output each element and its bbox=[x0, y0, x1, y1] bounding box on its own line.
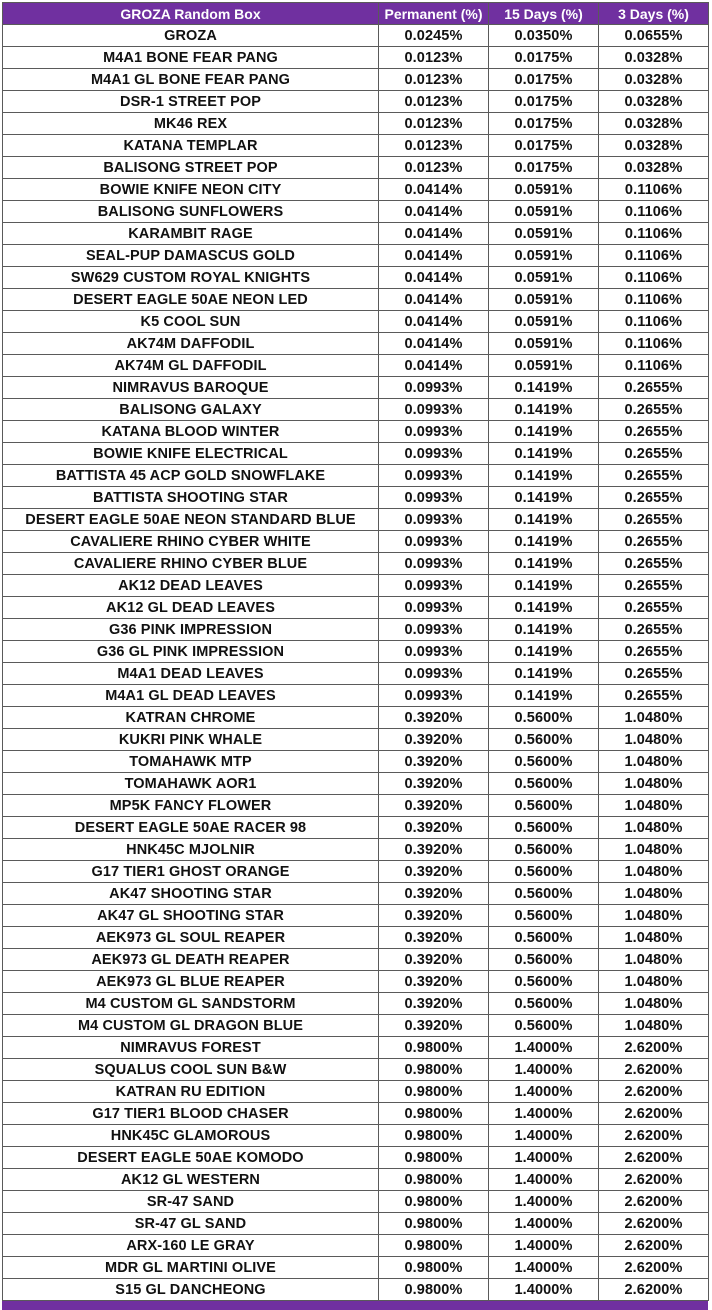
days15-rate-cell: 0.0175% bbox=[489, 69, 599, 91]
item-name-cell: NIMRAVUS BAROQUE bbox=[3, 377, 379, 399]
days15-rate-cell: 0.5600% bbox=[489, 1015, 599, 1037]
days15-rate-cell: 0.1419% bbox=[489, 509, 599, 531]
item-name-cell: AK47 SHOOTING STAR bbox=[3, 883, 379, 905]
table-row bbox=[3, 663, 709, 685]
days15-rate-cell: 0.0175% bbox=[489, 113, 599, 135]
permanent-rate-cell: 0.9800% bbox=[379, 1125, 489, 1147]
table-row bbox=[3, 399, 709, 421]
table-row bbox=[3, 465, 709, 487]
item-name-cell: AK12 DEAD LEAVES bbox=[3, 575, 379, 597]
table-row bbox=[3, 575, 709, 597]
table-row bbox=[3, 333, 709, 355]
days15-rate-cell: 0.0591% bbox=[489, 333, 599, 355]
table-row bbox=[3, 113, 709, 135]
permanent-rate-cell: 0.3920% bbox=[379, 883, 489, 905]
table-row bbox=[3, 69, 709, 91]
permanent-rate-cell: 0.9800% bbox=[379, 1081, 489, 1103]
item-name-cell: DESERT EAGLE 50AE NEON STANDARD BLUE bbox=[3, 509, 379, 531]
days15-rate-cell: 0.0350% bbox=[489, 25, 599, 47]
days15-rate-cell: 0.0591% bbox=[489, 179, 599, 201]
item-name-cell: KARAMBIT RAGE bbox=[3, 223, 379, 245]
days15-rate-cell: 0.1419% bbox=[489, 399, 599, 421]
table-row bbox=[3, 1279, 709, 1301]
days15-rate-cell: 1.4000% bbox=[489, 1059, 599, 1081]
item-name-cell: DSR-1 STREET POP bbox=[3, 91, 379, 113]
permanent-rate-cell: 0.3920% bbox=[379, 1015, 489, 1037]
table-row bbox=[3, 311, 709, 333]
days3-rate-cell: 0.0655% bbox=[599, 25, 709, 47]
table-row bbox=[3, 377, 709, 399]
days3-rate-cell: 1.0480% bbox=[599, 993, 709, 1015]
days15-rate-cell: 0.0591% bbox=[489, 223, 599, 245]
days3-rate-cell: 0.1106% bbox=[599, 245, 709, 267]
days15-rate-cell: 0.1419% bbox=[489, 443, 599, 465]
table-header-row bbox=[3, 3, 709, 25]
days15-rate-cell: 0.0175% bbox=[489, 135, 599, 157]
item-name-cell: DESERT EAGLE 50AE RACER 98 bbox=[3, 817, 379, 839]
days15-rate-cell: 0.5600% bbox=[489, 861, 599, 883]
permanent-rate-cell: 0.0993% bbox=[379, 377, 489, 399]
table-row bbox=[3, 1191, 709, 1213]
table-row bbox=[3, 1081, 709, 1103]
item-name-cell: CAVALIERE RHINO CYBER WHITE bbox=[3, 531, 379, 553]
footer-bar bbox=[2, 1301, 708, 1310]
days15-rate-cell: 0.1419% bbox=[489, 575, 599, 597]
table-row bbox=[3, 267, 709, 289]
item-name-cell: TOMAHAWK MTP bbox=[3, 751, 379, 773]
days15-rate-cell: 0.1419% bbox=[489, 597, 599, 619]
header-permanent: Permanent (%) bbox=[379, 3, 489, 25]
days3-rate-cell: 2.6200% bbox=[599, 1235, 709, 1257]
permanent-rate-cell: 0.0123% bbox=[379, 91, 489, 113]
table-row bbox=[3, 487, 709, 509]
table-row bbox=[3, 685, 709, 707]
days3-rate-cell: 1.0480% bbox=[599, 883, 709, 905]
groza-random-box-odds-table bbox=[2, 2, 709, 1301]
permanent-rate-cell: 0.0993% bbox=[379, 399, 489, 421]
days3-rate-cell: 1.0480% bbox=[599, 971, 709, 993]
table-row bbox=[3, 949, 709, 971]
days3-rate-cell: 0.1106% bbox=[599, 179, 709, 201]
days15-rate-cell: 0.5600% bbox=[489, 949, 599, 971]
days15-rate-cell: 0.0175% bbox=[489, 157, 599, 179]
days3-rate-cell: 1.0480% bbox=[599, 949, 709, 971]
days3-rate-cell: 1.0480% bbox=[599, 751, 709, 773]
permanent-rate-cell: 0.0123% bbox=[379, 69, 489, 91]
permanent-rate-cell: 0.3920% bbox=[379, 707, 489, 729]
item-name-cell: GROZA bbox=[3, 25, 379, 47]
permanent-rate-cell: 0.0123% bbox=[379, 47, 489, 69]
days15-rate-cell: 1.4000% bbox=[489, 1257, 599, 1279]
table-row bbox=[3, 751, 709, 773]
item-name-cell: BALISONG SUNFLOWERS bbox=[3, 201, 379, 223]
table-row bbox=[3, 355, 709, 377]
table-row bbox=[3, 993, 709, 1015]
days3-rate-cell: 1.0480% bbox=[599, 1015, 709, 1037]
table-row bbox=[3, 817, 709, 839]
days3-rate-cell: 0.2655% bbox=[599, 531, 709, 553]
permanent-rate-cell: 0.0993% bbox=[379, 597, 489, 619]
days15-rate-cell: 0.5600% bbox=[489, 729, 599, 751]
days3-rate-cell: 0.1106% bbox=[599, 289, 709, 311]
days3-rate-cell: 2.6200% bbox=[599, 1191, 709, 1213]
table-row bbox=[3, 641, 709, 663]
table-row bbox=[3, 971, 709, 993]
table-row bbox=[3, 135, 709, 157]
days15-rate-cell: 0.5600% bbox=[489, 993, 599, 1015]
item-name-cell: M4 CUSTOM GL DRAGON BLUE bbox=[3, 1015, 379, 1037]
permanent-rate-cell: 0.0993% bbox=[379, 443, 489, 465]
item-name-cell: HNK45C GLAMOROUS bbox=[3, 1125, 379, 1147]
days3-rate-cell: 2.6200% bbox=[599, 1103, 709, 1125]
header-15-days: 15 Days (%) bbox=[489, 3, 599, 25]
item-name-cell: M4A1 GL DEAD LEAVES bbox=[3, 685, 379, 707]
days3-rate-cell: 2.6200% bbox=[599, 1279, 709, 1301]
table-row bbox=[3, 1235, 709, 1257]
table-row bbox=[3, 1015, 709, 1037]
permanent-rate-cell: 0.0245% bbox=[379, 25, 489, 47]
days3-rate-cell: 1.0480% bbox=[599, 795, 709, 817]
days15-rate-cell: 0.5600% bbox=[489, 751, 599, 773]
days3-rate-cell: 0.2655% bbox=[599, 553, 709, 575]
item-name-cell: MP5K FANCY FLOWER bbox=[3, 795, 379, 817]
days15-rate-cell: 0.5600% bbox=[489, 795, 599, 817]
permanent-rate-cell: 0.0414% bbox=[379, 223, 489, 245]
permanent-rate-cell: 0.3920% bbox=[379, 839, 489, 861]
permanent-rate-cell: 0.9800% bbox=[379, 1279, 489, 1301]
days3-rate-cell: 0.2655% bbox=[599, 443, 709, 465]
days3-rate-cell: 0.2655% bbox=[599, 685, 709, 707]
table-row bbox=[3, 1213, 709, 1235]
days3-rate-cell: 0.0328% bbox=[599, 47, 709, 69]
item-name-cell: AEK973 GL SOUL REAPER bbox=[3, 927, 379, 949]
item-name-cell: DESERT EAGLE 50AE KOMODO bbox=[3, 1147, 379, 1169]
item-name-cell: S15 GL DANCHEONG bbox=[3, 1279, 379, 1301]
days15-rate-cell: 0.1419% bbox=[489, 421, 599, 443]
days15-rate-cell: 0.1419% bbox=[489, 641, 599, 663]
permanent-rate-cell: 0.9800% bbox=[379, 1059, 489, 1081]
item-name-cell: KATRAN RU EDITION bbox=[3, 1081, 379, 1103]
table-row bbox=[3, 201, 709, 223]
table-body bbox=[3, 25, 709, 1301]
permanent-rate-cell: 0.0414% bbox=[379, 201, 489, 223]
days15-rate-cell: 0.0591% bbox=[489, 245, 599, 267]
table-row bbox=[3, 531, 709, 553]
table-row bbox=[3, 553, 709, 575]
item-name-cell: M4A1 BONE FEAR PANG bbox=[3, 47, 379, 69]
days3-rate-cell: 1.0480% bbox=[599, 773, 709, 795]
permanent-rate-cell: 0.0993% bbox=[379, 465, 489, 487]
days3-rate-cell: 1.0480% bbox=[599, 927, 709, 949]
item-name-cell: MDR GL MARTINI OLIVE bbox=[3, 1257, 379, 1279]
permanent-rate-cell: 0.9800% bbox=[379, 1235, 489, 1257]
item-name-cell: BATTISTA 45 ACP GOLD SNOWFLAKE bbox=[3, 465, 379, 487]
days15-rate-cell: 0.1419% bbox=[489, 619, 599, 641]
days3-rate-cell: 0.0328% bbox=[599, 91, 709, 113]
permanent-rate-cell: 0.3920% bbox=[379, 949, 489, 971]
permanent-rate-cell: 0.0123% bbox=[379, 113, 489, 135]
table-row bbox=[3, 1169, 709, 1191]
item-name-cell: NIMRAVUS FOREST bbox=[3, 1037, 379, 1059]
table-row bbox=[3, 795, 709, 817]
item-name-cell: AK12 GL WESTERN bbox=[3, 1169, 379, 1191]
days3-rate-cell: 0.1106% bbox=[599, 267, 709, 289]
permanent-rate-cell: 0.0414% bbox=[379, 355, 489, 377]
days15-rate-cell: 0.0591% bbox=[489, 355, 599, 377]
item-name-cell: DESERT EAGLE 50AE NEON LED bbox=[3, 289, 379, 311]
table-row bbox=[3, 619, 709, 641]
table-row bbox=[3, 707, 709, 729]
table-row bbox=[3, 729, 709, 751]
item-name-cell: MK46 REX bbox=[3, 113, 379, 135]
table-row bbox=[3, 25, 709, 47]
table-row bbox=[3, 773, 709, 795]
permanent-rate-cell: 0.0993% bbox=[379, 575, 489, 597]
item-name-cell: TOMAHAWK AOR1 bbox=[3, 773, 379, 795]
days15-rate-cell: 0.5600% bbox=[489, 839, 599, 861]
days3-rate-cell: 0.1106% bbox=[599, 201, 709, 223]
days3-rate-cell: 0.1106% bbox=[599, 223, 709, 245]
table-row bbox=[3, 289, 709, 311]
table-row bbox=[3, 421, 709, 443]
days3-rate-cell: 0.0328% bbox=[599, 113, 709, 135]
days3-rate-cell: 1.0480% bbox=[599, 729, 709, 751]
days15-rate-cell: 1.4000% bbox=[489, 1147, 599, 1169]
item-name-cell: G17 TIER1 BLOOD CHASER bbox=[3, 1103, 379, 1125]
days15-rate-cell: 1.4000% bbox=[489, 1103, 599, 1125]
days3-rate-cell: 2.6200% bbox=[599, 1213, 709, 1235]
item-name-cell: G17 TIER1 GHOST ORANGE bbox=[3, 861, 379, 883]
days3-rate-cell: 1.0480% bbox=[599, 707, 709, 729]
table-row bbox=[3, 245, 709, 267]
table-row bbox=[3, 223, 709, 245]
days3-rate-cell: 0.1106% bbox=[599, 311, 709, 333]
permanent-rate-cell: 0.3920% bbox=[379, 795, 489, 817]
permanent-rate-cell: 0.0993% bbox=[379, 421, 489, 443]
item-name-cell: SR-47 SAND bbox=[3, 1191, 379, 1213]
permanent-rate-cell: 0.9800% bbox=[379, 1257, 489, 1279]
table-row bbox=[3, 1103, 709, 1125]
permanent-rate-cell: 0.0414% bbox=[379, 311, 489, 333]
days3-rate-cell: 0.2655% bbox=[599, 377, 709, 399]
header-3-days: 3 Days (%) bbox=[599, 3, 709, 25]
days15-rate-cell: 0.5600% bbox=[489, 817, 599, 839]
permanent-rate-cell: 0.3920% bbox=[379, 817, 489, 839]
table-row bbox=[3, 597, 709, 619]
permanent-rate-cell: 0.9800% bbox=[379, 1213, 489, 1235]
permanent-rate-cell: 0.9800% bbox=[379, 1169, 489, 1191]
days15-rate-cell: 1.4000% bbox=[489, 1125, 599, 1147]
days15-rate-cell: 1.4000% bbox=[489, 1081, 599, 1103]
table-row bbox=[3, 861, 709, 883]
days15-rate-cell: 1.4000% bbox=[489, 1235, 599, 1257]
days3-rate-cell: 0.2655% bbox=[599, 597, 709, 619]
table-row bbox=[3, 443, 709, 465]
permanent-rate-cell: 0.0414% bbox=[379, 267, 489, 289]
item-name-cell: KATRAN CHROME bbox=[3, 707, 379, 729]
item-name-cell: KATANA BLOOD WINTER bbox=[3, 421, 379, 443]
permanent-rate-cell: 0.9800% bbox=[379, 1147, 489, 1169]
days3-rate-cell: 0.2655% bbox=[599, 509, 709, 531]
days3-rate-cell: 0.0328% bbox=[599, 157, 709, 179]
permanent-rate-cell: 0.0993% bbox=[379, 663, 489, 685]
days15-rate-cell: 0.1419% bbox=[489, 685, 599, 707]
days15-rate-cell: 1.4000% bbox=[489, 1169, 599, 1191]
table-row bbox=[3, 927, 709, 949]
days3-rate-cell: 1.0480% bbox=[599, 905, 709, 927]
days3-rate-cell: 0.0328% bbox=[599, 135, 709, 157]
days3-rate-cell: 2.6200% bbox=[599, 1257, 709, 1279]
permanent-rate-cell: 0.0993% bbox=[379, 487, 489, 509]
item-name-cell: AK12 GL DEAD LEAVES bbox=[3, 597, 379, 619]
item-name-cell: AK74M GL DAFFODIL bbox=[3, 355, 379, 377]
days3-rate-cell: 2.6200% bbox=[599, 1059, 709, 1081]
item-name-cell: ARX-160 LE GRAY bbox=[3, 1235, 379, 1257]
permanent-rate-cell: 0.3920% bbox=[379, 861, 489, 883]
table-row bbox=[3, 1257, 709, 1279]
days15-rate-cell: 0.1419% bbox=[489, 487, 599, 509]
permanent-rate-cell: 0.0123% bbox=[379, 157, 489, 179]
permanent-rate-cell: 0.0414% bbox=[379, 245, 489, 267]
permanent-rate-cell: 0.0993% bbox=[379, 641, 489, 663]
days15-rate-cell: 0.1419% bbox=[489, 377, 599, 399]
permanent-rate-cell: 0.3920% bbox=[379, 993, 489, 1015]
permanent-rate-cell: 0.9800% bbox=[379, 1103, 489, 1125]
item-name-cell: M4 CUSTOM GL SANDSTORM bbox=[3, 993, 379, 1015]
days15-rate-cell: 1.4000% bbox=[489, 1037, 599, 1059]
permanent-rate-cell: 0.3920% bbox=[379, 773, 489, 795]
days3-rate-cell: 0.2655% bbox=[599, 487, 709, 509]
item-name-cell: BOWIE KNIFE ELECTRICAL bbox=[3, 443, 379, 465]
days15-rate-cell: 0.5600% bbox=[489, 927, 599, 949]
item-name-cell: G36 GL PINK IMPRESSION bbox=[3, 641, 379, 663]
days3-rate-cell: 0.2655% bbox=[599, 575, 709, 597]
permanent-rate-cell: 0.3920% bbox=[379, 927, 489, 949]
days3-rate-cell: 0.2655% bbox=[599, 641, 709, 663]
days15-rate-cell: 0.5600% bbox=[489, 773, 599, 795]
days15-rate-cell: 0.0591% bbox=[489, 267, 599, 289]
days3-rate-cell: 2.6200% bbox=[599, 1081, 709, 1103]
days3-rate-cell: 0.1106% bbox=[599, 355, 709, 377]
days15-rate-cell: 0.0591% bbox=[489, 289, 599, 311]
permanent-rate-cell: 0.0993% bbox=[379, 531, 489, 553]
item-name-cell: SQUALUS COOL SUN B&W bbox=[3, 1059, 379, 1081]
days3-rate-cell: 0.2655% bbox=[599, 421, 709, 443]
days15-rate-cell: 0.1419% bbox=[489, 553, 599, 575]
days15-rate-cell: 0.1419% bbox=[489, 465, 599, 487]
item-name-cell: AEK973 GL DEATH REAPER bbox=[3, 949, 379, 971]
table-row bbox=[3, 1059, 709, 1081]
permanent-rate-cell: 0.0414% bbox=[379, 179, 489, 201]
item-name-cell: M4A1 DEAD LEAVES bbox=[3, 663, 379, 685]
permanent-rate-cell: 0.0993% bbox=[379, 685, 489, 707]
permanent-rate-cell: 0.3920% bbox=[379, 971, 489, 993]
days3-rate-cell: 0.1106% bbox=[599, 333, 709, 355]
item-name-cell: HNK45C MJOLNIR bbox=[3, 839, 379, 861]
permanent-rate-cell: 0.0414% bbox=[379, 289, 489, 311]
days15-rate-cell: 0.0175% bbox=[489, 91, 599, 113]
days3-rate-cell: 2.6200% bbox=[599, 1169, 709, 1191]
days3-rate-cell: 1.0480% bbox=[599, 861, 709, 883]
item-name-cell: CAVALIERE RHINO CYBER BLUE bbox=[3, 553, 379, 575]
item-name-cell: K5 COOL SUN bbox=[3, 311, 379, 333]
permanent-rate-cell: 0.0993% bbox=[379, 553, 489, 575]
table-row bbox=[3, 91, 709, 113]
days3-rate-cell: 0.2655% bbox=[599, 619, 709, 641]
days15-rate-cell: 1.4000% bbox=[489, 1213, 599, 1235]
item-name-cell: AK74M DAFFODIL bbox=[3, 333, 379, 355]
permanent-rate-cell: 0.9800% bbox=[379, 1037, 489, 1059]
days3-rate-cell: 0.0328% bbox=[599, 69, 709, 91]
item-name-cell: BOWIE KNIFE NEON CITY bbox=[3, 179, 379, 201]
table-row bbox=[3, 839, 709, 861]
days15-rate-cell: 0.1419% bbox=[489, 531, 599, 553]
days15-rate-cell: 0.5600% bbox=[489, 707, 599, 729]
days15-rate-cell: 0.0591% bbox=[489, 201, 599, 223]
permanent-rate-cell: 0.0993% bbox=[379, 619, 489, 641]
table-row bbox=[3, 905, 709, 927]
days15-rate-cell: 0.5600% bbox=[489, 971, 599, 993]
days3-rate-cell: 0.2655% bbox=[599, 399, 709, 421]
days15-rate-cell: 0.0175% bbox=[489, 47, 599, 69]
table-row bbox=[3, 47, 709, 69]
days15-rate-cell: 0.0591% bbox=[489, 311, 599, 333]
item-name-cell: KUKRI PINK WHALE bbox=[3, 729, 379, 751]
table-row bbox=[3, 1147, 709, 1169]
days15-rate-cell: 1.4000% bbox=[489, 1191, 599, 1213]
item-name-cell: SW629 CUSTOM ROYAL KNIGHTS bbox=[3, 267, 379, 289]
item-name-cell: AEK973 GL BLUE REAPER bbox=[3, 971, 379, 993]
item-name-cell: BATTISTA SHOOTING STAR bbox=[3, 487, 379, 509]
days15-rate-cell: 0.5600% bbox=[489, 905, 599, 927]
days3-rate-cell: 2.6200% bbox=[599, 1125, 709, 1147]
permanent-rate-cell: 0.9800% bbox=[379, 1191, 489, 1213]
permanent-rate-cell: 0.0993% bbox=[379, 509, 489, 531]
table-row bbox=[3, 883, 709, 905]
table-row bbox=[3, 1125, 709, 1147]
item-name-cell: BALISONG GALAXY bbox=[3, 399, 379, 421]
permanent-rate-cell: 0.0123% bbox=[379, 135, 489, 157]
table-row bbox=[3, 1037, 709, 1059]
days15-rate-cell: 0.5600% bbox=[489, 883, 599, 905]
days3-rate-cell: 1.0480% bbox=[599, 839, 709, 861]
item-name-cell: SR-47 GL SAND bbox=[3, 1213, 379, 1235]
item-name-cell: SEAL-PUP DAMASCUS GOLD bbox=[3, 245, 379, 267]
days3-rate-cell: 0.2655% bbox=[599, 663, 709, 685]
permanent-rate-cell: 0.0414% bbox=[379, 333, 489, 355]
table-row bbox=[3, 179, 709, 201]
table-row bbox=[3, 509, 709, 531]
permanent-rate-cell: 0.3920% bbox=[379, 729, 489, 751]
days3-rate-cell: 2.6200% bbox=[599, 1037, 709, 1059]
days3-rate-cell: 2.6200% bbox=[599, 1147, 709, 1169]
item-name-cell: G36 PINK IMPRESSION bbox=[3, 619, 379, 641]
item-name-cell: AK47 GL SHOOTING STAR bbox=[3, 905, 379, 927]
permanent-rate-cell: 0.3920% bbox=[379, 905, 489, 927]
days3-rate-cell: 0.2655% bbox=[599, 465, 709, 487]
days15-rate-cell: 0.1419% bbox=[489, 663, 599, 685]
item-name-cell: KATANA TEMPLAR bbox=[3, 135, 379, 157]
days3-rate-cell: 1.0480% bbox=[599, 817, 709, 839]
days15-rate-cell: 1.4000% bbox=[489, 1279, 599, 1301]
header-title: GROZA Random Box bbox=[3, 3, 379, 25]
item-name-cell: BALISONG STREET POP bbox=[3, 157, 379, 179]
permanent-rate-cell: 0.3920% bbox=[379, 751, 489, 773]
table-row bbox=[3, 157, 709, 179]
item-name-cell: M4A1 GL BONE FEAR PANG bbox=[3, 69, 379, 91]
